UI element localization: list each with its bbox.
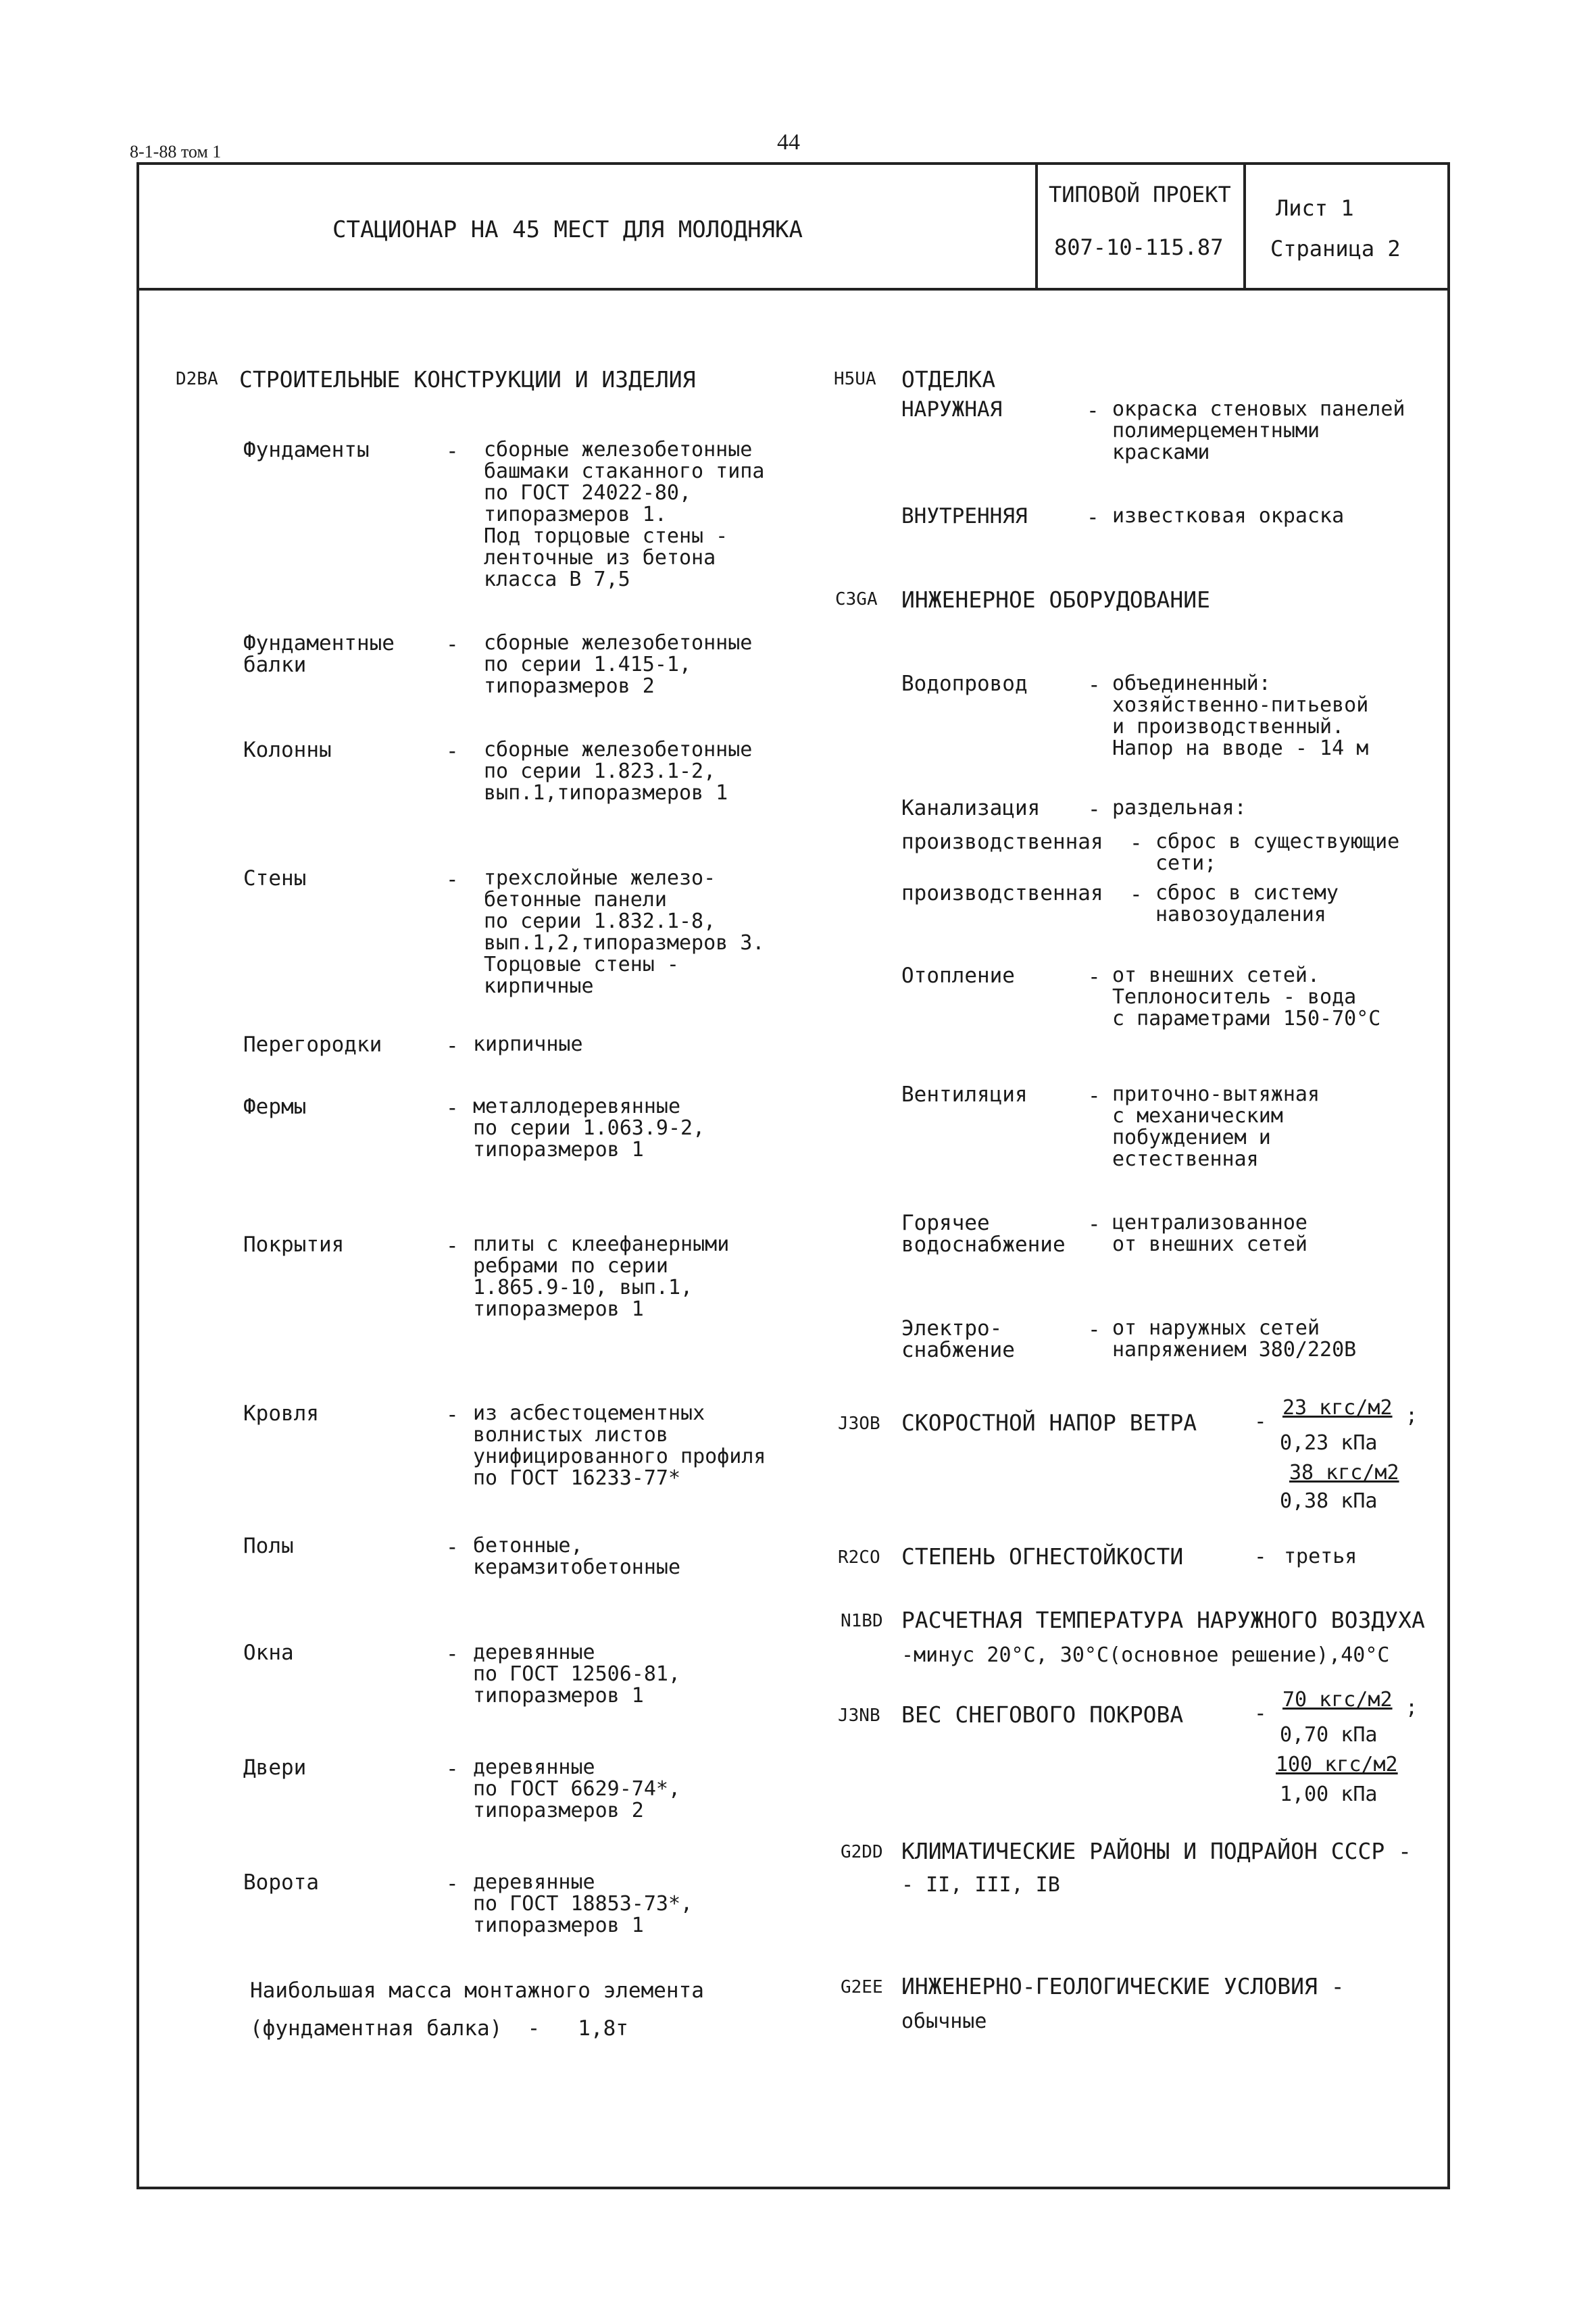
page-number: 44 — [777, 130, 800, 155]
temperature-value: -минус 20°С, 30°С(основное решение),40°С — [901, 1643, 1390, 1667]
item-label: Полы — [243, 1534, 294, 1558]
water-label: Водопровод — [901, 672, 1028, 696]
prod1-desc: сброс в существующие сети; — [1155, 830, 1400, 875]
section-title-climate: КЛИМАТИЧЕСКИЕ РАЙОНЫ И ПОДРАЙОН СССР - — [901, 1838, 1412, 1864]
snow-value-3: 100 кгс/м2 — [1276, 1753, 1398, 1776]
item-desc: бетонные, керамзитобетонные — [473, 1534, 681, 1579]
dash: - — [1087, 505, 1099, 530]
item-label: Покрытия — [243, 1233, 345, 1257]
item-label: Кровля — [243, 1401, 319, 1426]
semicolon: ; — [1405, 1404, 1418, 1428]
finish-inner-label: ВНУТРЕННЯЯ — [901, 504, 1028, 528]
section-code: D2BA — [176, 369, 218, 389]
finish-inner-desc: известковая окраска — [1112, 504, 1345, 528]
wind-value-3: 38 кгс/м2 — [1289, 1461, 1399, 1485]
dash: - — [446, 1872, 459, 1896]
dash: - — [1088, 965, 1101, 989]
item-desc: плиты с клеефанерными ребрами по серии 1.865.9-10, вып.1, типоразмеров 1 — [473, 1233, 730, 1321]
dash: - — [446, 632, 459, 657]
max-mass-line-1: Наибольшая масса монтажного элемента — [250, 1978, 704, 2003]
wind-value-4: 0,38 кПа — [1280, 1489, 1378, 1513]
sheet-reference: 8-1-88 том 1 — [130, 142, 222, 161]
section-code: C3GA — [835, 589, 878, 609]
dash: - — [1088, 1318, 1101, 1342]
item-label: Фермы — [243, 1095, 307, 1119]
wind-value-2: 0,23 кПа — [1280, 1431, 1378, 1455]
section-title-wind: СКОРОСТНОЙ НАПОР ВЕТРА — [901, 1410, 1197, 1436]
header-divider-vertical-2 — [1243, 162, 1246, 288]
item-label: Перегородки — [243, 1032, 382, 1057]
section-code: R2CO — [838, 1547, 880, 1568]
dash: - — [446, 739, 459, 764]
page-label: Страница 2 — [1270, 236, 1401, 262]
power-label: Электро- снабжение — [901, 1316, 1015, 1362]
sewer-label: Канализация — [901, 796, 1041, 820]
section-title-snow: ВЕС СНЕГОВОГО ПОКРОВА — [901, 1701, 1184, 1728]
climate-value: - II, III, IB — [901, 1873, 1060, 1897]
document-title: СТАЦИОНАР НА 45 МЕСТ ДЛЯ МОЛОДНЯКА — [332, 216, 803, 243]
section-code: J3NB — [838, 1706, 880, 1726]
prod1-label: производственная — [901, 830, 1103, 854]
section-title-fire: СТЕПЕНЬ ОГНЕСТОЙКОСТИ — [901, 1543, 1184, 1570]
item-label: Двери — [243, 1756, 307, 1780]
header-divider — [136, 288, 1450, 291]
snow-value-2: 0,70 кПа — [1280, 1723, 1378, 1747]
dash: - — [446, 1535, 459, 1560]
dash: - — [1088, 1212, 1101, 1237]
dash: - — [1088, 673, 1101, 697]
item-desc: кирпичные — [473, 1032, 583, 1056]
dash: - — [1130, 831, 1143, 855]
item-label: Окна — [243, 1641, 294, 1665]
geology-value: обычные — [901, 2010, 987, 2033]
header-divider-vertical-1 — [1035, 162, 1038, 288]
heat-desc: от внешних сетей. Теплоноситель - вода с параметрами 150-70°С — [1112, 964, 1381, 1030]
section-title-temperature: РАСЧЕТНАЯ ТЕМПЕРАТУРА НАРУЖНОГО ВОЗДУХА — [901, 1607, 1425, 1633]
vent-desc: приточно-вытяжная с механическим побуждением и естественная — [1112, 1082, 1320, 1171]
prod2-label: производственная — [901, 881, 1103, 905]
dash: - — [446, 1757, 459, 1781]
section-title-geology: ИНЖЕНЕРНО-ГЕОЛОГИЧЕСКИЕ УСЛОВИЯ - — [901, 1973, 1345, 1999]
item-desc: деревянные по ГОСТ 12506-81, типоразмеров 1 — [473, 1641, 681, 1708]
prod2-desc: сброс в систему навозоудаления — [1155, 881, 1339, 926]
dash: - — [1088, 797, 1101, 822]
item-label: Фундаменты — [243, 438, 370, 462]
item-desc: сборные железобетонные по серии 1.823.1-2, вып.1,типоразмеров 1 — [484, 738, 753, 805]
wind-value-1: 23 кгс/м2 — [1282, 1396, 1393, 1420]
semicolon: ; — [1405, 1696, 1418, 1720]
snow-value-4: 1,00 кПа — [1280, 1783, 1378, 1806]
item-label: Колонны — [243, 738, 332, 762]
vent-label: Вентиляция — [901, 1082, 1028, 1107]
dash: - — [1254, 1410, 1267, 1434]
dash: - — [446, 1403, 459, 1427]
section-code: G2EE — [841, 1977, 883, 1997]
section-title-structures: СТРОИТЕЛЬНЫЕ КОНСТРУКЦИИ И ИЗДЕЛИЯ — [239, 366, 696, 393]
snow-value-1: 70 кгс/м2 — [1282, 1688, 1393, 1712]
section-code: N1BD — [841, 1611, 883, 1631]
dash: - — [446, 1642, 459, 1666]
item-desc: металлодеревянные по серии 1.063.9-2, типоразмеров 1 — [473, 1095, 705, 1162]
section-code: J3OB — [838, 1414, 880, 1434]
hotwater-label: Горячее водоснабжение — [901, 1211, 1066, 1257]
sheet-label: Лист 1 — [1276, 195, 1354, 221]
item-desc: деревянные по ГОСТ 6629-74*, типоразмеров 2 — [473, 1756, 681, 1822]
project-code: 807-10-115.87 — [1054, 234, 1224, 260]
item-desc: трехслойные железо- бетонные панели по серии 1.832.1-8, вып.1,2,типоразмеров 3. Торцовые стены - кирпичные — [484, 866, 765, 998]
dash: - — [1130, 882, 1143, 907]
section-title-equipment: ИНЖЕНЕРНОЕ ОБОРУДОВАНИЕ — [901, 587, 1210, 613]
dash: - — [1087, 399, 1099, 423]
finish-outer-label: НАРУЖНАЯ — [901, 397, 1003, 422]
page-frame — [136, 162, 1450, 2189]
item-label: Фундаментные балки — [243, 631, 395, 677]
item-desc: сборные железобетонные башмаки стаканного типа по ГОСТ 24022-80, типоразмеров 1. Под торцовые стены - ленточные из бетона класса В 7,5 — [484, 438, 765, 591]
dash: - — [446, 1096, 459, 1120]
fire-value: третья — [1284, 1545, 1357, 1568]
water-desc: объединенный: хозяйственно-питьевой и производственный. Напор на вводе - 14 м — [1112, 672, 1369, 760]
hotwater-desc: централизованное от внешних сетей — [1112, 1211, 1307, 1256]
finish-outer-desc: окраска стеновых панелей полимерцементными красками — [1112, 397, 1405, 464]
item-desc: сборные железобетонные по серии 1.415-1, типоразмеров 2 — [484, 631, 753, 698]
item-desc: деревянные по ГОСТ 18853-73*, типоразмеров 1 — [473, 1870, 693, 1937]
max-mass-line-2: (фундаментная балка) - 1,8т — [250, 2016, 628, 2041]
section-code: G2DD — [841, 1842, 883, 1862]
dash: - — [446, 439, 459, 464]
dash: - — [1254, 1701, 1267, 1726]
power-desc: от наружных сетей напряжением 380/220В — [1112, 1316, 1357, 1362]
item-label: Стены — [243, 866, 307, 891]
heat-label: Отопление — [901, 964, 1015, 988]
item-label: Ворота — [243, 1870, 319, 1895]
section-title-finish: ОТДЕЛКА — [901, 366, 996, 393]
dash: - — [1088, 1084, 1101, 1108]
dash: - — [446, 1034, 459, 1058]
item-desc: из асбестоцементных волнистых листов унифицированного профиля по ГОСТ 16233-77* — [473, 1401, 766, 1490]
dash: - — [1254, 1545, 1267, 1569]
dash: - — [446, 868, 459, 892]
section-code: H5UA — [834, 369, 876, 389]
sewer-desc: раздельная: — [1112, 796, 1247, 820]
dash: - — [446, 1234, 459, 1258]
type-project-label: ТИПОВОЙ ПРОЕКТ — [1049, 182, 1231, 207]
